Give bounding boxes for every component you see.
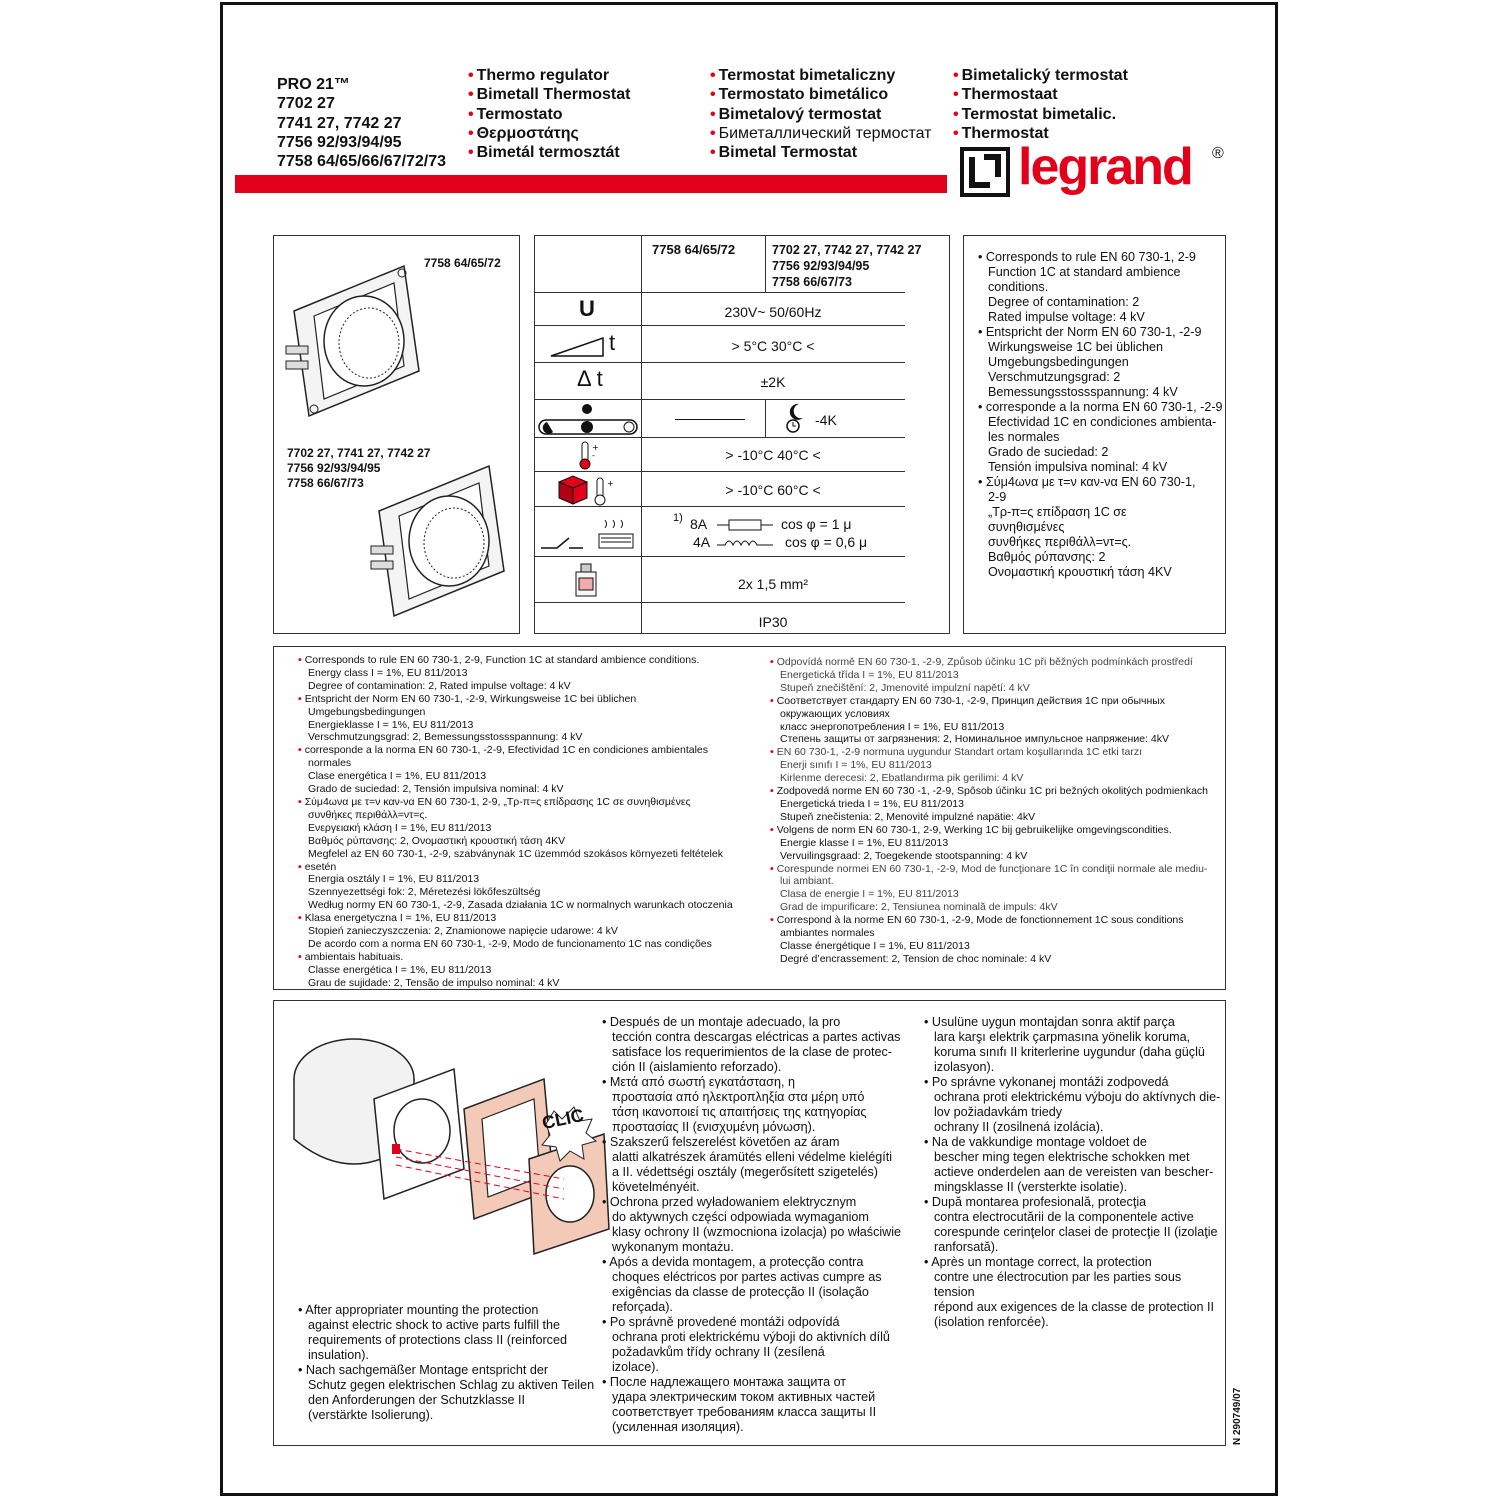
- text-line: συνθήκες περιθάλλ=ντ=ς.: [988, 535, 1132, 549]
- svg-text:+: +: [607, 479, 614, 488]
- text-line: contra electrocutării de la componentele active: [934, 1210, 1194, 1224]
- text-line: Kirlenme derecesi: 2, Ebatlandırma pik gerilimi: 4 kV: [780, 772, 1024, 785]
- text-span: corresponde a la norma EN 60 730-1, -2-9, Efectividad 1C en condiciones ambientales: [304, 744, 708, 757]
- text-line: Energetická trieda I = 1%, EU 811/2013: [780, 797, 964, 810]
- bullet-icon: •: [298, 795, 302, 808]
- text-line: • После надлежащего монтажа защита от: [602, 1375, 847, 1389]
- bullet-icon: •: [298, 950, 302, 963]
- svg-text:+: +: [592, 443, 599, 452]
- text-line: Degré d’encrassement: 2, Tension de choc nominale: 4 kV: [780, 952, 1052, 965]
- device-label-line: 7758 66/67/73: [287, 476, 364, 490]
- text-line: Function 1C at standard ambience: [988, 265, 1181, 279]
- installation-left-column: [298, 1303, 598, 1423]
- text-line: a II. védettségi osztály (megerősített szigetelés): [612, 1165, 878, 1179]
- spec-head-a: 7758 64/65/72: [652, 242, 736, 257]
- text-line: Ονομαστική κρουστική τάση 4KV: [988, 565, 1172, 579]
- text-line: normales: [308, 757, 352, 770]
- temperature-range-icon: [549, 336, 605, 358]
- text-line: „Τρ-π=ς επίδραση 1C σε: [988, 505, 1127, 519]
- text-line: reforçada).: [612, 1300, 673, 1314]
- load-resistive-current: 8A: [690, 516, 708, 532]
- setback-dash: [675, 419, 745, 420]
- legrand-logo-mark-icon: [960, 147, 1010, 197]
- text-line: Rated impulse voltage: 4 kV: [988, 310, 1145, 324]
- text-line: [298, 912, 758, 925]
- temperature-range-value: > 5°C 30°C <: [731, 338, 815, 354]
- device-label-line: 7756 92/93/94/95: [287, 461, 381, 475]
- bullet-icon: •: [298, 912, 302, 925]
- text-line: insulation).: [308, 1348, 369, 1362]
- product-line: 7702 27: [277, 95, 335, 113]
- text-line: Verschmutzungsgrad: 2, Bemessungsstossspannung: 4 kV: [308, 731, 583, 744]
- bullet-icon: •: [770, 656, 774, 668]
- text-line: • Nach sachgemäßer Montage entspricht der: [298, 1363, 549, 1377]
- text-line: Energia osztály I = 1%, EU 811/2013: [308, 873, 480, 886]
- bullet-icon: •: [770, 862, 774, 875]
- temperature-symbol: t: [609, 330, 616, 355]
- title-item: Bimetalový termostat: [718, 105, 882, 123]
- text-line: ambiantes normales: [780, 927, 875, 940]
- text-line: • Σύμ4ωνα με τ=ν καν-να EN 60 730-1,: [978, 475, 1196, 489]
- text-line: Grad de impurificare: 2, Tensiunea nominală de impuls: 4kV: [780, 901, 1058, 914]
- text-span: Klasa energetyczna I = 1%, EU 811/2013: [304, 912, 497, 925]
- installation-box: [273, 1000, 1226, 1446]
- title-item: Биметаллический термостат: [718, 124, 932, 142]
- compliance-left-column: [298, 654, 758, 990]
- text-line: against electric shock to active parts fulfill the: [308, 1318, 560, 1332]
- ip-rating-value: IP30: [758, 614, 788, 630]
- bullet-icon: •: [298, 654, 302, 666]
- legrand-logo: [960, 138, 1230, 205]
- text-span: Corresponds to rule EN 60 730-1, 2-9, Function 1C at standard ambience conditions.: [304, 654, 700, 666]
- text-line: Stupeň znečistenia: 2, Menovité impulzné napätie: 4kV: [780, 810, 1036, 823]
- title-item: Bimetál termosztát: [476, 144, 620, 162]
- ambient-storage-value: > -10°C 60°C <: [725, 482, 821, 498]
- voltage-value: 230V~ 50/60Hz: [724, 304, 822, 320]
- text-line: ochrany II (zosilnená izolácia).: [934, 1120, 1104, 1134]
- compliance-right-column: [770, 656, 1225, 966]
- text-line: corespunde cerinţelor clasei de protecţie II (izolaţie: [934, 1225, 1218, 1239]
- text-line: den Anforderungen der Schutzklasse II: [308, 1393, 526, 1407]
- bullet-icon: •: [770, 914, 774, 927]
- text-line: alatti alkatrészek áramütés elleni védelme kielégíti: [612, 1150, 892, 1164]
- text-line: • Po správne vykonanej montáži zodpovedá: [924, 1075, 1169, 1089]
- text-line: [298, 951, 758, 964]
- text-line: Bemessungsstossspannung: 4 kV: [988, 385, 1178, 399]
- text-line: [770, 785, 1225, 798]
- text-line: • After appropriater mounting the protection: [298, 1303, 539, 1317]
- text-line: Grado de suciedad: 2: [988, 445, 1109, 459]
- text-line: Energetická třída I = 1%, EU 811/2013: [780, 668, 959, 681]
- text-line: Clase energética I = 1%, EU 811/2013: [308, 770, 487, 783]
- legrand-wordmark: legrand: [1018, 138, 1192, 196]
- text-line: τάση ικανοποιεί τις απαιτήσεις της κατηγορίας: [612, 1105, 867, 1119]
- resistor-icon: [717, 518, 773, 532]
- text-line: [770, 656, 1225, 669]
- title-item: Bimetalický termostat: [961, 67, 1128, 84]
- title-item: Bimetal Termostat: [718, 144, 858, 162]
- text-line: tección contra descargas eléctricas a partes activas: [612, 1030, 901, 1044]
- text-line: Umgebungsbedingungen: [308, 705, 426, 718]
- spec-head-line: 7702 27, 7742 27, 7742 27: [772, 243, 922, 257]
- clic-label: CLIC: [540, 1104, 586, 1134]
- product-list: [277, 75, 446, 171]
- text-line: Degree of contamination: 2, Rated impulse voltage: 4 kV: [308, 679, 571, 692]
- text-line: Clasa de energie I = 1%, EU 811/2013: [780, 888, 959, 901]
- text-span: ambientais habituais.: [304, 950, 404, 963]
- text-span: Volgens de norm EN 60 730-1, 2-9, Werking 1C bij gebruikelijke omgevingscondities.: [776, 823, 1172, 836]
- footnote-ref: 1): [673, 512, 683, 524]
- text-line: követelményéit.: [612, 1180, 700, 1194]
- text-line: ranforsată).: [934, 1240, 999, 1254]
- bullet-icon: •: [770, 823, 774, 836]
- text-line: • corresponde a la norma EN 60 730-1, -2-9: [978, 400, 1223, 414]
- text-line: (усиленная изоляция).: [612, 1420, 744, 1434]
- text-line: Βαθμός ρύπανσης: 2: [988, 550, 1106, 564]
- text-line: Verschmutzungsgrad: 2: [988, 370, 1121, 384]
- spec-head-line: 7758 66/67/73: [772, 275, 852, 289]
- text-line: Wirkungsweise 1C bei üblichen: [988, 340, 1163, 354]
- text-line: Degree of contamination: 2: [988, 295, 1140, 309]
- wire-terminal-icon: [573, 562, 599, 598]
- compliance-box: [273, 646, 1226, 990]
- title-item: Termostato bimetálico: [718, 86, 889, 104]
- text-line: Megfelel az EN 60 730-1, -2-9, szabványnak 1C üzemmód szokásos környezeti feltételek: [308, 847, 723, 860]
- text-line: Vervuilingsgraad: 2, Toegekende stootspanning: 4 kV: [780, 849, 1028, 862]
- title-item: Termostat bimetaliczny: [718, 67, 896, 84]
- text-line: Степень защиты от загрязнения: 2, Номинальное импульсное напряжение: 4kV: [780, 733, 1169, 746]
- title-column-2: • Termostat bimetaliczny • Termostato bimetálico • Bimetalový termostat • Биметаллический термостат • Bimetal Termostat: [710, 67, 932, 162]
- spec-head-b: [772, 242, 921, 290]
- text-line: répond aux exigences de la classe de protection II: [934, 1300, 1215, 1314]
- text-line: • Después de un montaje adecuado, la pro: [602, 1015, 841, 1029]
- text-span: Entspricht der Norm EN 60 730-1, -2-9, Wirkungsweise 1C bei üblichen: [304, 692, 637, 705]
- installation-right-column: [924, 1015, 1224, 1330]
- wire-section-value: 2x 1,5 mm²: [737, 576, 808, 592]
- thermostat-device-icon: [284, 251, 434, 431]
- device-images-box: [273, 235, 520, 634]
- text-line: bescher ming tegen elektrische schokken met: [934, 1150, 1190, 1164]
- title-item: Termostato: [476, 105, 563, 123]
- text-line: (isolation renforcée).: [934, 1315, 1049, 1329]
- text-line: les normales: [988, 430, 1060, 444]
- title-item: Θερμοστάτης: [476, 124, 579, 142]
- text-line: • Entspricht der Norm EN 60 730-1, -2-9: [978, 325, 1202, 339]
- thermometer-icon: [577, 440, 601, 470]
- text-line: [770, 863, 1225, 876]
- title-column-1: • Thermo regulator • Bimetall Thermostat • Termostato • Θερμοστάτης • Bimetál termosztát: [468, 67, 631, 162]
- right-notes-box: [963, 235, 1226, 634]
- text-line: lui ambiant.: [780, 875, 834, 888]
- text-line: satisface los requerimientos de la clase de protec-: [612, 1045, 893, 1059]
- text-line: exigências da classe de protecção II (isolação: [612, 1285, 869, 1299]
- text-line: conditions.: [988, 280, 1049, 294]
- text-line: Szennyezettségi fok: 2, Méretezési lökőfeszültség: [308, 886, 541, 899]
- text-line: contre une électrocution par les parties sous tension: [934, 1270, 1182, 1299]
- text-line: Grau de sujidade: 2, Tensão de impulso nominal: 4 kV: [308, 976, 560, 989]
- thermostat-device-icon: [369, 451, 519, 631]
- text-line: wykonanym montażu.: [612, 1240, 734, 1254]
- text-line: lov požiadavkám triedy: [934, 1105, 1063, 1119]
- bullet-icon: •: [298, 744, 302, 757]
- text-line: προστασία από ηλεκτροπληξία στα μέρη υπό: [612, 1090, 865, 1104]
- text-line: класс энергопотребления I = 1%, EU 811/2013: [780, 720, 1005, 733]
- installation-middle-column: [602, 1015, 922, 1435]
- text-line: choques eléctricos por partes activas cumpre as: [612, 1270, 882, 1284]
- text-span: Corespunde normei EN 60 730-1, -2-9, Mod de funcţionare 1C în condiţii normale ale mediu-: [776, 862, 1208, 875]
- text-line: • Μετά από σωστή εγκατάσταση, η: [602, 1075, 795, 1089]
- product-line: PRO 21™: [277, 76, 350, 93]
- text-line: [298, 861, 758, 874]
- text-line: Classe énergétique I = 1%, EU 811/2013: [780, 939, 970, 952]
- registered-mark: ®: [1212, 145, 1224, 162]
- svg-text:-: -: [592, 451, 595, 460]
- bullet-icon: •: [770, 694, 774, 707]
- title-item: Thermostat: [961, 124, 1049, 142]
- spec-table: [534, 235, 950, 634]
- text-line: requirements of protections class II (reinforced: [308, 1333, 567, 1347]
- text-span: esetén: [304, 860, 337, 873]
- spec-head-line: 7756 92/93/94/95: [772, 259, 870, 273]
- text-line: izolace).: [612, 1360, 659, 1374]
- text-line: • Ochrona przed wyładowaniem elektrycznym: [602, 1195, 857, 1209]
- hysteresis-symbol: Δ t: [577, 366, 603, 391]
- text-line: Umgebungsbedingungen: [988, 355, 1129, 369]
- text-line: ochrana proti elektrickému výboju do aktívnych die-: [934, 1090, 1221, 1104]
- text-line: • Après un montage correct, la protection: [924, 1255, 1152, 1269]
- text-line: соответствует требованиям класса защиты II: [612, 1405, 877, 1419]
- text-line: mingsklasse II (versterkte isolatie).: [934, 1180, 1128, 1194]
- text-line: [298, 654, 758, 667]
- text-line: Enerji sınıfı I = 1%, EU 811/2013: [780, 759, 932, 772]
- text-line: [298, 744, 758, 757]
- text-line: Schutz gegen elektrischen Schlag zu aktiven Teilen: [308, 1378, 595, 1392]
- text-line: συνθήκες περιθάλλ=ντ=ς.: [308, 808, 428, 821]
- document-number: N 290749/07: [1232, 1387, 1243, 1445]
- text-span: Σύμ4ωνα με τ=ν καν-να EN 60 730-1, 2-9, „Τρ-π=ς επίδρασης 1C σε συνηθισμένες: [304, 795, 691, 808]
- night-setback-icon: [785, 402, 807, 434]
- text-line: Energieklasse I = 1%, EU 811/2013: [308, 718, 474, 731]
- text-span: Zodpovedá norme EN 60 730 -1, -2-9, Spôsob účinku 1C pri bežných okolitých podmienkach: [776, 785, 1209, 798]
- text-line: (verstärkte Isolierung).: [308, 1408, 434, 1422]
- title-item: Bimetall Thermostat: [476, 86, 631, 104]
- text-line: • Po správně provedené montáži odpovídá: [602, 1315, 840, 1329]
- ambient-operating-value: > -10°C 40°C <: [725, 447, 821, 463]
- text-line: Tensión impulsiva nominal: 4 kV: [988, 460, 1168, 474]
- text-line: [298, 693, 758, 706]
- text-span: Соответствует стандарту EN 60 730-1, -2-9, Принцип действия 1C при обычных: [776, 694, 1166, 707]
- day-night-switch-icon: [537, 402, 641, 436]
- text-line: [298, 796, 758, 809]
- text-span: EN 60 730-1, -2-9 normuna uygundur Standart ortam koşullarında 1C etki tarzı: [776, 746, 1143, 759]
- text-line: ción II (aislamiento reforzado).: [612, 1060, 782, 1074]
- load-resistive-cos: cos φ = 1 μ: [781, 516, 852, 532]
- text-line: [770, 824, 1225, 837]
- inductor-icon: [717, 536, 773, 550]
- title-item: Thermo regulator: [476, 67, 610, 84]
- text-line: [770, 746, 1225, 759]
- bullet-icon: •: [770, 785, 774, 798]
- text-line: Ενεργειακή κλάση I = 1%, EU 811/2013: [308, 821, 492, 834]
- storage-temperature-icon: [555, 474, 617, 506]
- text-line: Grado de suciedad: 2, Tensión impulsiva nominal: 4 kV: [308, 783, 564, 796]
- text-line: Efectividad 1C en condiciones ambienta-: [988, 415, 1217, 429]
- product-line: 7758 64/65/66/67/72/73: [277, 153, 447, 171]
- text-line: 2-9: [988, 490, 1007, 504]
- text-line: Stupeň znečištění: 2, Jmenovité impulzní napětí: 4 kV: [780, 681, 1030, 694]
- text-line: συνηθισμένες: [988, 520, 1065, 534]
- text-line: удара электрическим током активных частей: [612, 1390, 876, 1404]
- title-item: Thermostaat: [961, 86, 1058, 104]
- text-line: Energie klasse I = 1%, EU 811/2013: [780, 836, 949, 849]
- product-line: 7741 27, 7742 27: [277, 114, 402, 132]
- title-column-3: • Bimetalický termostat • Thermostaat • Termostat bimetalic. • Thermostat: [953, 67, 1128, 142]
- hysteresis-value: ±2K: [760, 374, 786, 390]
- text-line: De acordo com a norma EN 60 730-1, -2-9, Modo de funcionamento 1C nas condições: [308, 937, 712, 950]
- setback-value: -4K: [815, 412, 837, 428]
- text-line: ochrana proti elektrickému výboji do aktivních dílů: [612, 1330, 890, 1344]
- text-line: do aktywnych części odpowiada wymaganiom: [612, 1210, 869, 1224]
- text-line: Βαθμός ρύπανσης: 2, Ονομαστική κρουστική τάση 4KV: [308, 834, 566, 847]
- text-span: Correspond à la norme EN 60 730-1, -2-9, Mode de fonctionnement 1C sous conditions: [776, 914, 1184, 927]
- text-line: actieve onderdelen aan de vereisten van bescher-: [934, 1165, 1214, 1179]
- header-red-bar: [235, 175, 947, 193]
- text-line: Energy class I = 1%, EU 811/2013: [308, 666, 468, 679]
- bullet-icon: •: [298, 860, 302, 873]
- text-line: • După montarea profesională, protecţia: [924, 1195, 1147, 1209]
- text-line: • Na de vakkundige montage voldoet de: [924, 1135, 1147, 1149]
- right-notes-list: [978, 250, 1225, 580]
- load-inductive-cos: cos φ = 0,6 μ: [785, 534, 868, 550]
- device-label-top: 7758 64/65/72: [424, 256, 501, 270]
- text-line: • Corresponds to rule EN 60 730-1, 2-9: [978, 250, 1196, 264]
- bullet-icon: •: [298, 692, 302, 705]
- text-line: • Szakszerű felszerelést követően az áram: [602, 1135, 840, 1149]
- voltage-symbol: U: [579, 296, 595, 321]
- title-item: Termostat bimetalic.: [961, 105, 1117, 123]
- text-line: koruma sınıfı II kriterlerine uygundur (daha güçlü: [934, 1045, 1205, 1059]
- text-span: Odpovídá normě EN 60 730-1, -2-9, Způsob účinku 1C při běžných podmínkách prostředí: [776, 656, 1193, 668]
- mounting-illustration-icon: [284, 1019, 614, 1259]
- text-line: Według normy EN 60 730-1, -2-9, Zasada działania 1C w normalnych warunkach otoczenia: [308, 899, 733, 912]
- product-line: 7756 92/93/94/95: [277, 133, 402, 151]
- bullet-icon: •: [770, 746, 774, 759]
- device-label-line: 7702 27, 7741 27, 7742 27: [287, 446, 431, 460]
- load-inductive-current: 4A: [693, 534, 711, 550]
- text-line: • Após a devida montagem, a protecção contra: [602, 1255, 864, 1269]
- text-line: izolasyon).: [934, 1060, 995, 1074]
- load-switch-icon: [539, 514, 639, 554]
- text-line: προστασίας II (ενισχυμένη μόνωση).: [612, 1120, 816, 1134]
- text-line: окружающих условиях: [780, 707, 890, 720]
- text-line: [770, 914, 1225, 927]
- text-line: [770, 695, 1225, 708]
- text-line: Classe energética I = 1%, EU 811/2013: [308, 963, 492, 976]
- text-line: Stopień zanieczyszczenia: 2, Znamionowe napięcie udarowe: 4 kV: [308, 925, 618, 938]
- text-line: klasy ochrony II (wzmocniona izolacja) po właściwie: [612, 1225, 902, 1239]
- text-line: požadavkům třídy ochrany II (zesílená: [612, 1345, 825, 1359]
- text-line: • Usulüne uygun montajdan sonra aktif parça: [924, 1015, 1175, 1029]
- text-line: lara karşı elektrik çarpmasına yönelik koruma,: [934, 1030, 1191, 1044]
